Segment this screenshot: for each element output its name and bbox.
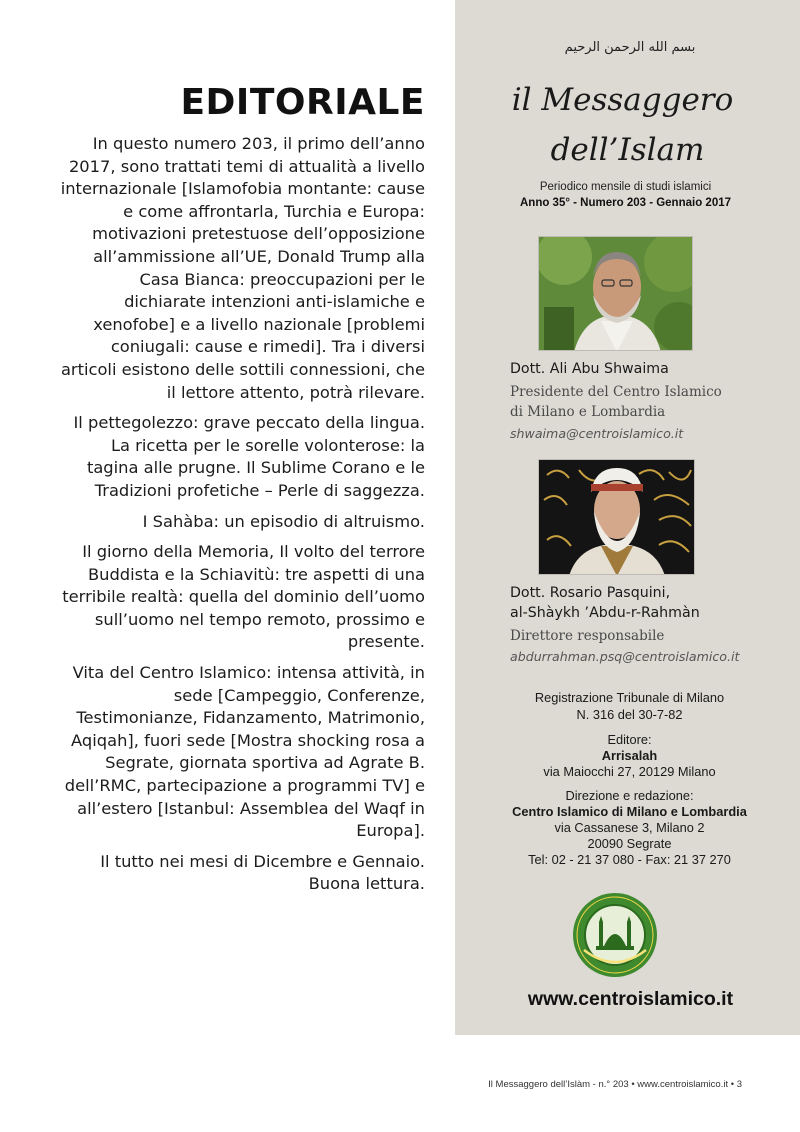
person1-name: Dott. Ali Abu Shwaima — [510, 361, 669, 377]
editor-label: Editore: — [607, 732, 652, 747]
footer-text: Il Messaggero dell’Islàm - n.° 203 • www.centroislamico.it • 3 — [488, 1079, 742, 1090]
editorial-paragraph-3: I Sahàba: un episodio di altruismo. — [142, 511, 425, 531]
person2-role: Direttore responsabile — [510, 628, 665, 644]
centro-islamico-seal-logo — [572, 892, 658, 978]
editorial-paragraph-2: Il pettegolezzo: grave peccato della lingua. La ricetta per le sorelle volonterose: la tagina alle prugne. Il Sublime Corano e le Tradizioni profetiche – Perle di saggezza. — [73, 413, 425, 500]
office-address2: 20090 Segrate — [587, 836, 672, 851]
person1-role-line2: di Milano e Lombardia — [510, 404, 666, 420]
person1-role-line1: Presidente del Centro Islamico — [510, 384, 722, 400]
person2-name-line1: Dott. Rosario Pasquini, — [510, 585, 671, 601]
person2-email[interactable]: abdurrahman.psq@centroislamico.it — [510, 649, 740, 664]
page-footer — [488, 1079, 742, 1090]
person1-email[interactable]: shwaima@centroislamico.it — [510, 426, 684, 441]
portrait-photo-rosario-pasquini — [538, 459, 695, 575]
basmala-calligraphy — [565, 30, 695, 60]
editorial-paragraph-4: Il giorno della Memoria, Il volto del terrore Buddista e la Schiavitù: tre aspetti di una terribile realtà: quella del dominio dell’uomo sull’uomo nel tempo remoto, prossimo e presente. — [62, 542, 425, 652]
office-label: Direzione e redazione: — [565, 788, 694, 803]
editor-address: via Maiocchi 27, 20129 Milano — [543, 764, 716, 779]
issue-info: Anno 35° - Numero 203 - Gennaio 2017 — [519, 197, 732, 209]
masthead-sidebar — [455, 0, 800, 1035]
person2-name-line2: al-Shàykh ’Abdu-r-Rahmàn — [510, 605, 700, 621]
registration-line1: Registrazione Tribunale di Milano — [534, 690, 725, 705]
website-url[interactable]: www.centroislamico.it — [527, 988, 734, 1010]
masthead-title-line1: il Messaggero — [511, 82, 734, 118]
registration-line2: N. 316 del 30-7-82 — [576, 707, 683, 722]
editor-name: Arrisalah — [601, 748, 658, 763]
editorial-title: EDITORIALE — [180, 82, 425, 123]
svg-text:بسم الله الرحمن الرحيم: بسم الله الرحمن الرحيم — [565, 40, 695, 55]
masthead-title-line2: dell’Islam — [550, 132, 705, 168]
editorial-paragraph-1: In questo numero 203, il primo dell’anno 2017, sono trattati temi di attualità a livello internazionale [Islamofobia montante: cause e come affrontarla, Turchia e Europa: motivazioni pretestuose dell’opposizione all’ammissione all’UE, Donald Trump alla Casa Bianca: preoccupazioni per le dichiarate intenzioni anti-islamiche e xenofobe] e a livello nazionale [problemi coniugali: cause e rimedi]. Tra i diversi articoli esistono delle sottili connessioni, che il lettore attento, potrà rilevare. — [60, 134, 425, 402]
editorial-paragraph-5: Vita del Centro Islamico: intensa attività, in sede [Campeggio, Conferenze, Testimonianze, Fidanzamento, Matrimonio, Aqiqah], fuori sede [Mostra shocking rosa a Segrate, giornata sportiva ad Agrate B. dell’RMC, partecipazione a programmi TV] e all’estero [Istanbul: Assemblea del Waqf in Europa]. — [64, 663, 425, 841]
office-name: Centro Islamico di Milano e Lombardia — [512, 804, 747, 819]
editorial-paragraph-6: Il tutto nei mesi di Dicembre e Gennaio. Buona lettura. — [100, 851, 425, 894]
office-phone: Tel: 02 - 21 37 080 - Fax: 21 37 270 — [528, 852, 731, 867]
masthead-subtitle: Periodico mensile di studi islamici — [539, 181, 712, 193]
editorial-column — [55, 82, 425, 904]
portrait-photo-ali-abu-shwaima — [538, 236, 693, 351]
office-address1: via Cassanese 3, Milano 2 — [554, 820, 705, 835]
